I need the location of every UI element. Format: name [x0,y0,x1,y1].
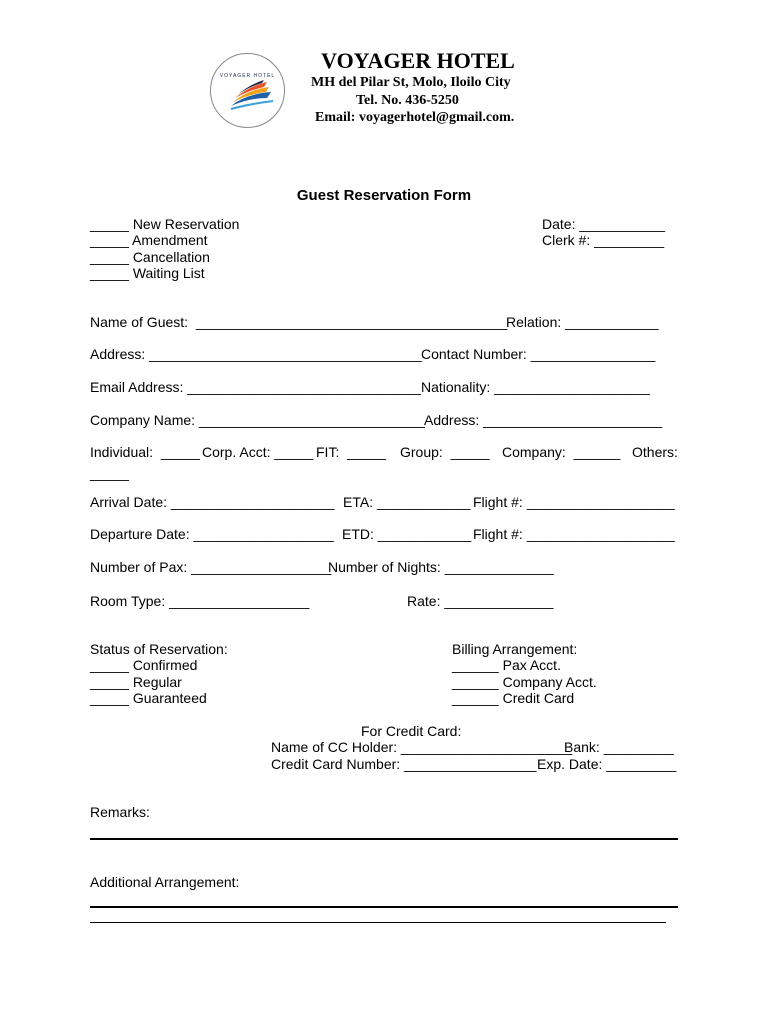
credit-card-heading: For Credit Card: [361,723,462,739]
hotel-phone: Tel. No. 436-5250 [356,93,459,108]
billing-company-acct[interactable]: ______ Company Acct. [452,674,597,690]
nationality-field[interactable]: Nationality: ____________________ [421,379,650,395]
bank-field[interactable]: Bank: _________ [564,739,674,755]
remarks-label: Remarks: [90,804,150,820]
remarks-line[interactable] [90,838,678,840]
billing-heading: Billing Arrangement: [452,641,578,657]
company-address-field[interactable]: Address: _______________________ [424,412,663,428]
reservation-type-cancellation[interactable]: _____ Cancellation [90,249,210,265]
company-name-field[interactable]: Company Name: _____________________________ [90,412,425,428]
contact-number-field[interactable]: Contact Number: ________________ [421,346,656,362]
hotel-address: MH del Pilar St, Molo, Iloilo City [311,75,511,90]
address-field[interactable]: Address: ___________________________________ [90,346,422,362]
clerk-field[interactable]: Clerk #: _________ [542,232,665,248]
group-field[interactable]: Group: _____ [400,444,490,460]
billing-pax-acct[interactable]: ______ Pax Acct. [452,657,561,673]
eta-field[interactable]: ETA: ____________ [343,494,471,510]
departure-flight-field[interactable]: Flight #: ___________________ [473,526,675,542]
fit-field[interactable]: FIT: _____ [316,444,387,460]
cc-holder-field[interactable]: Name of CC Holder: ______________________ [271,739,573,755]
ship-icon [211,54,284,127]
number-of-pax-field[interactable]: Number of Pax: __________________ [90,559,332,575]
logo-text: VOYAGER HOTEL [219,73,276,79]
corp-acct-field[interactable]: Corp. Acct: _____ [202,444,314,460]
others-label: Others: [632,444,678,460]
additional-arrangement-line-1[interactable] [90,906,678,908]
reservation-type-new[interactable]: _____ New Reservation [90,216,240,232]
number-of-nights-field[interactable]: Number of Nights: ______________ [328,559,554,575]
hotel-name: VOYAGER HOTEL [321,48,515,73]
arrival-flight-field[interactable]: Flight #: ___________________ [473,494,675,510]
reservation-type-amendment[interactable]: _____ Amendment [90,232,208,248]
hotel-logo [210,53,285,128]
arrival-date-field[interactable]: Arrival Date: _____________________ [90,494,335,510]
status-confirmed[interactable]: _____ Confirmed [90,657,198,673]
status-heading: Status of Reservation: [90,641,228,657]
exp-date-field[interactable]: Exp. Date: _________ [537,756,677,772]
etd-field[interactable]: ETD: ____________ [342,526,472,542]
rate-field[interactable]: Rate: ______________ [407,593,554,609]
additional-arrangement-label: Additional Arrangement: [90,874,240,890]
reservation-type-waiting-list[interactable]: _____ Waiting List [90,265,205,281]
hotel-email: Email: voyagerhotel@gmail.com. [315,110,515,125]
room-type-field[interactable]: Room Type: __________________ [90,593,310,609]
status-regular[interactable]: _____ Regular [90,674,182,690]
relation-field[interactable]: Relation: ____________ [506,314,659,330]
form-title: Guest Reservation Form [296,187,472,204]
date-field[interactable]: Date: ___________ [542,216,665,232]
others-field[interactable]: _____ [90,465,129,481]
billing-credit-card[interactable]: ______ Credit Card [452,690,575,706]
guest-name-field[interactable]: Name of Guest: ________________________________________ [90,314,508,330]
individual-field[interactable]: Individual: _____ [90,444,200,460]
status-guaranteed[interactable]: _____ Guaranteed [90,690,207,706]
company-field[interactable]: Company: ______ [502,444,621,460]
cc-number-field[interactable]: Credit Card Number: _________________ [271,756,537,772]
departure-date-field[interactable]: Departure Date: __________________ [90,526,334,542]
additional-arrangement-line-2[interactable] [90,922,666,923]
email-address-field[interactable]: Email Address: ______________________________ [90,379,421,395]
